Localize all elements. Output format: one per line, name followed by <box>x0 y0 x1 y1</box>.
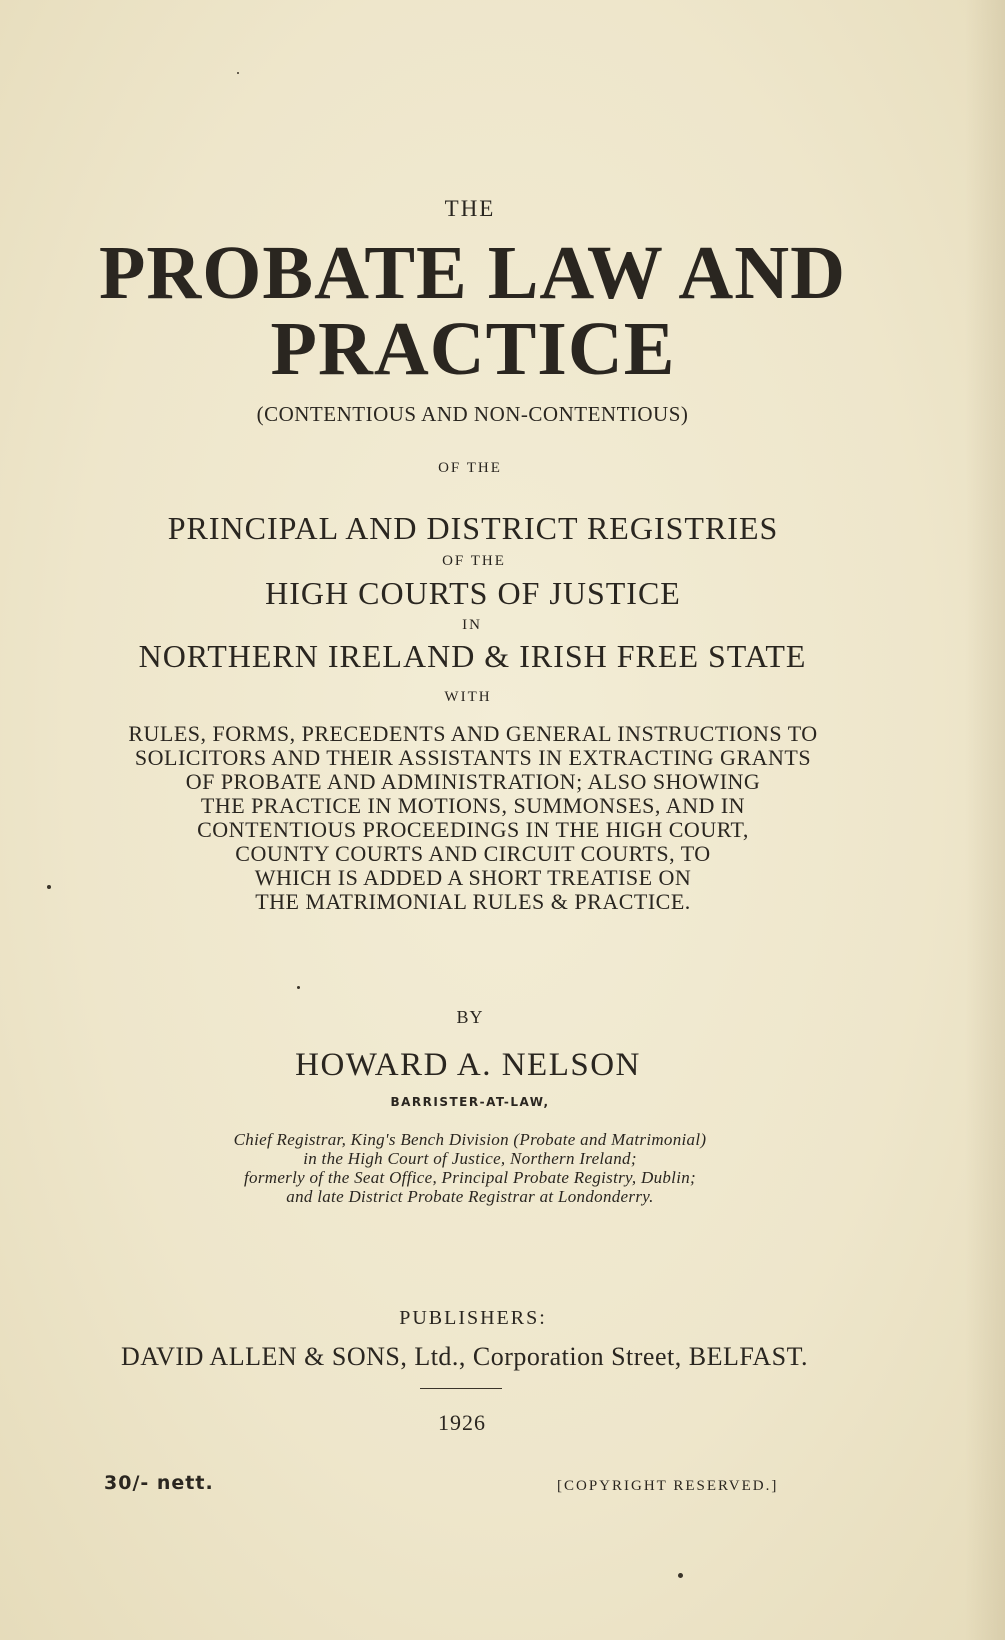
description-line: WHICH IS ADDED A SHORT TREATISE ON <box>254 865 692 890</box>
description-line: CONTENTIOUS PROCEEDINGS IN THE HIGH COURT, <box>197 817 749 842</box>
description-block <box>68 722 878 914</box>
copyright-notice: [COPYRIGHT RESERVED.] <box>557 1478 779 1494</box>
description-line: OF PROBATE AND ADMINISTRATION; ALSO SHOWING <box>185 769 761 794</box>
ink-speck <box>47 885 51 889</box>
connector-with: WITH <box>444 689 492 705</box>
description-line: THE PRACTICE IN MOTIONS, SUMMONSES, AND IN <box>200 793 746 818</box>
connector-of-the-2: OF THE <box>442 553 506 569</box>
ink-speck <box>237 72 239 74</box>
connector-in: IN <box>462 617 482 633</box>
credentials-line: Chief Registrar, King's Bench Division (Probate and Matrimonial) <box>233 1130 707 1149</box>
ink-speck <box>678 1573 683 1578</box>
jurisdictions-heading: NORTHERN IRELAND & IRISH FREE STATE <box>138 638 807 674</box>
courts-heading: HIGH COURTS OF JUSTICE <box>265 575 681 611</box>
subtitle: (CONTENTIOUS AND NON-CONTENTIOUS) <box>256 402 689 426</box>
publishers-label: PUBLISHERS: <box>399 1307 547 1329</box>
description-line: COUNTY COURTS AND CIRCUIT COURTS, TO <box>235 841 711 866</box>
price-label: 30/- nett. <box>104 1472 214 1494</box>
author-credentials <box>150 1130 790 1206</box>
credentials-line: formerly of the Seat Office, Principal Probate Registry, Dublin; <box>244 1168 696 1187</box>
author-title: BARRISTER-AT-LAW, <box>390 1095 550 1109</box>
registries-heading: PRINCIPAL AND DISTRICT REGISTRIES <box>167 510 779 546</box>
byline-by: BY <box>456 1007 484 1027</box>
title-page: THE PROBATE LAW AND PRACTICE (CONTENTIOUS AND NON-CONTENTIOUS) OF THE PRINCIPAL AND DISTRICT REGISTRIES OF THE HIGH COURTS OF JUSTICE IN NORTHERN IRELAND & IRISH FREE STATE WITH RULES, FORMS, PRECEDENTS AND GENERAL INSTRUCTIONS TO SOLICITORS AND THEIR ASSISTANTS IN EXTRACTING GRANTS OF PROBATE AND ADMINISTRATION; ALSO SHOWING THE PRACTICE IN MOTIONS, SUMMONSES, AND IN CONTENTIOUS PROCEEDINGS IN THE HIGH COURT, COUNTY COURTS AND CIRCUIT COURTS, TO WHICH IS ADDED A SHORT TREATISE ON THE MATRIMONIAL RULES & PRACTICE. BY HOWARD A. NELSON BARRISTER-AT-LAW, Chief Registrar, King's Bench Division (Probate and Matrimonial) in the High Court of Justice, Northern Ireland; formerly of the Seat Office, Principal Probate Registry, Dublin; and late District Probate Registrar at Londonderry. PUBLISHERS: DAVID ALLEN & SONS, Ltd., Corporation Street, BELFAST. 1926 30/- nett. [COPYRIGHT RESERVED.] <box>0 0 1005 1640</box>
main-title-line-1: PROBATE LAW AND <box>99 231 846 315</box>
ink-speck <box>297 986 300 989</box>
credentials-line: and late District Probate Registrar at Londonderry. <box>286 1187 654 1206</box>
publication-year: 1926 <box>438 1410 486 1435</box>
divider-rule <box>420 1388 502 1389</box>
publisher-imprint: DAVID ALLEN & SONS, Ltd., Corporation Street, BELFAST. <box>120 1342 809 1371</box>
description-line: THE MATRIMONIAL RULES & PRACTICE. <box>255 889 691 914</box>
connector-of-the-1: OF THE <box>438 460 502 476</box>
credentials-line: in the High Court of Justice, Northern Ireland; <box>303 1149 637 1168</box>
author-name: HOWARD A. NELSON <box>295 1047 641 1083</box>
description-line: SOLICITORS AND THEIR ASSISTANTS IN EXTRACTING GRANTS <box>134 745 812 770</box>
description-line: RULES, FORMS, PRECEDENTS AND GENERAL INSTRUCTIONS TO <box>128 721 818 746</box>
main-title-line-2: PRACTICE <box>270 307 676 391</box>
